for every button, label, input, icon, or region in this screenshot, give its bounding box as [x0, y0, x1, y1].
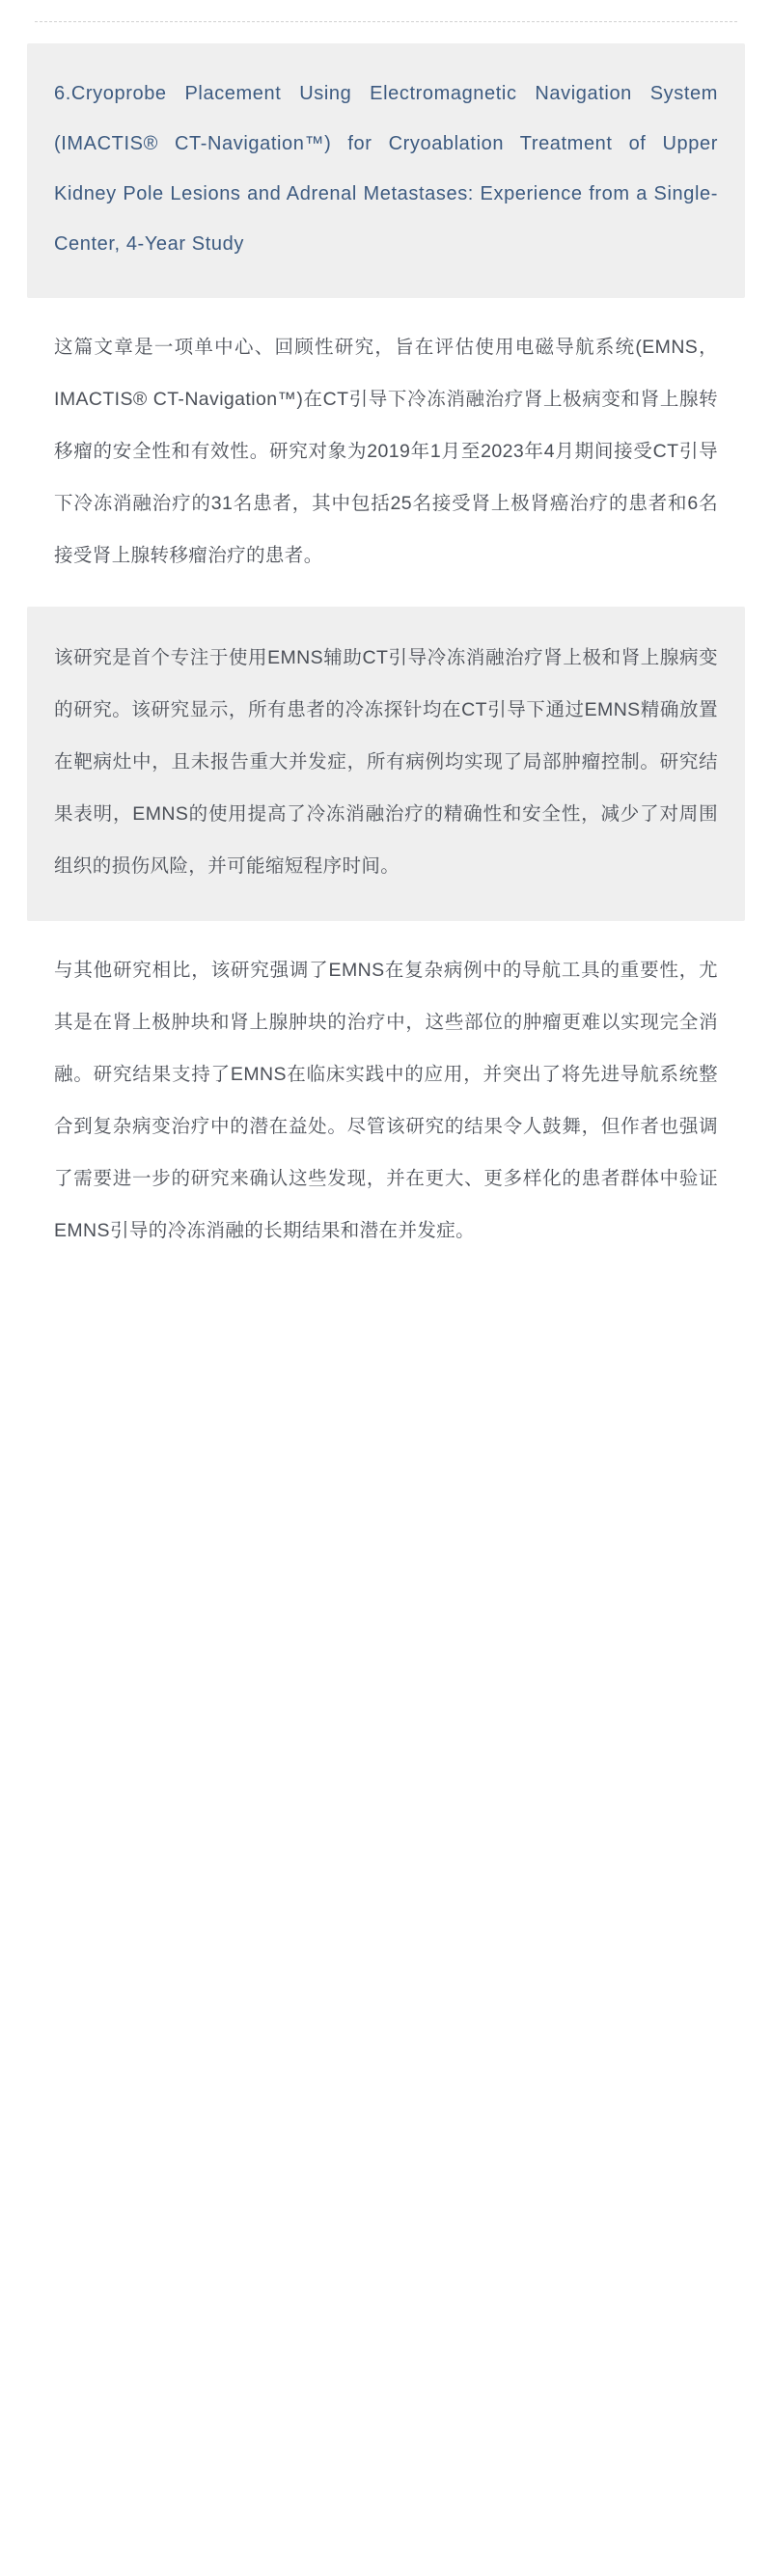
top-divider — [35, 21, 737, 22]
summary-paragraph-2-block — [27, 607, 745, 921]
document-page — [0, 21, 772, 1328]
document-content — [23, 43, 749, 1328]
page-title: 6.Cryoprobe Placement Using Electromagnetic Navigation System (IMACTIS® CT-Navigation™) for Cryoablation Treatment of Upper Kidney Pole Lesions and Adrenal Metastases: Experience from a Single-Center, 4-Year Study — [54, 83, 718, 255]
article-title-block — [27, 43, 745, 298]
summary-paragraph-3-block — [27, 940, 745, 1261]
summary-paragraph-1: 这篇文章是一项单中心、回顾性研究，旨在评估使用电磁导航系统(EMNS，IMACTIS® CT-Navigation™)在CT引导下冷冻消融治疗肾上极病变和肾上腺转移瘤的安全性和有效性。研究对象为2019年1月至2023年4月期间接受CT引导下冷冻消融治疗的31名患者，其中包括25名接受肾上极肾癌治疗的患者和6名接受肾上腺转移瘤治疗的患者。 — [54, 337, 718, 566]
summary-paragraph-2: 该研究是首个专注于使用EMNS辅助CT引导冷冻消融治疗肾上极和肾上腺病变的研究。该研究显示，所有患者的冷冻探针均在CT引导下通过EMNS精确放置在靶病灶中，且未报告重大并发症，所有病例均实现了局部肿瘤控制。研究结果表明，EMNS的使用提高了冷冻消融治疗的精确性和安全性，减少了对周围组织的损伤风险，并可能缩短程序时间。 — [54, 647, 718, 877]
bottom-spacer — [27, 1261, 745, 1328]
summary-paragraph-3: 与其他研究相比，该研究强调了EMNS在复杂病例中的导航工具的重要性，尤其是在肾上极肿块和肾上腺肿块的治疗中，这些部位的肿瘤更难以实现完全消融。研究结果支持了EMNS在临床实践中的应用，并突出了将先进导航系统整合到复杂病变治疗中的潜在益处。尽管该研究的结果令人鼓舞，但作者也强调了需要进一步的研究来确认这些发现，并在更大、更多样化的患者群体中验证EMNS引导的冷冻消融的长期结果和潜在并发症。 — [54, 960, 718, 1241]
summary-paragraph-1-block — [27, 317, 745, 585]
